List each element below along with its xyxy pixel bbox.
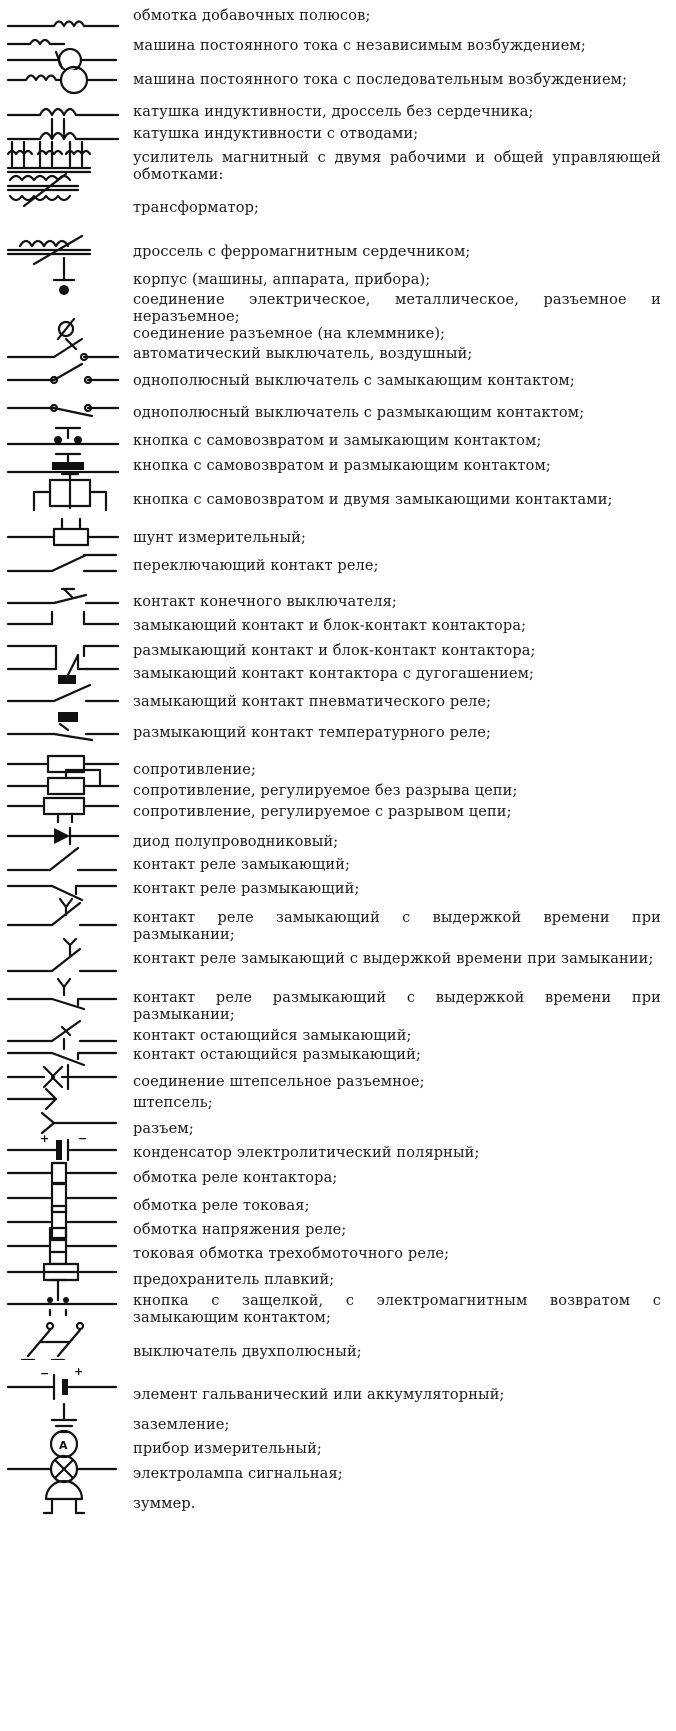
legend-text: трансформатор; (133, 200, 260, 216)
legend-text: прибор измерительный; (133, 1441, 322, 1457)
legend-text: шунт измерительный; (133, 530, 306, 546)
legend-text: замыкающий контакт пневматического реле; (133, 694, 492, 710)
legend-text: кнопка с самовозвратом и замыкающим контактом; (133, 433, 542, 449)
legend-text: контакт реле размыкающий; (133, 881, 360, 897)
legend-text: контакт остающийся размыкающий; (133, 1047, 421, 1063)
galvanic-cell-icon (4, 1363, 122, 1403)
relay-no-delay-closing-icon (4, 937, 122, 977)
legend-text: разъем; (133, 1121, 194, 1137)
legend-text: выключатель двухполюсный; (133, 1344, 362, 1360)
legend-text: предохранитель плавкий; (133, 1272, 335, 1288)
legend-text: сопротивление, регулируемое без разрыва цепи; (133, 783, 518, 799)
connection-dot-icon (4, 272, 122, 312)
legend-text: контакт реле замыкающий; (133, 857, 351, 873)
legend-text: кнопка с самовозвратом и двумя замыкающими контактами; (133, 492, 613, 508)
legend-text: переключающий контакт реле; (133, 558, 379, 574)
legend-text: корпус (машины, аппарата, прибора); (133, 272, 431, 288)
relay-no-delay-opening-icon (4, 893, 122, 933)
legend-text: обмотка реле токовая; (133, 1198, 310, 1214)
legend-text: замыкающий контакт контактора с дугогашением; (133, 666, 535, 682)
relay-nc-delay-opening-icon (4, 973, 122, 1013)
legend-text: соединение штепсельное разъемное; (133, 1074, 425, 1090)
legend-text: электролампа сигнальная; (133, 1466, 343, 1482)
legend-text: контакт конечного выключателя; (133, 594, 397, 610)
legend-text: контакт остающийся замыкающий; (133, 1028, 412, 1044)
latching-button-icon (4, 1276, 122, 1316)
legend-text: заземление; (133, 1417, 230, 1433)
legend-text: однополюсный выключатель с замыкающим контактом; (133, 373, 575, 389)
legend-text: зуммер. (133, 1496, 196, 1512)
svg-text:−: − (40, 1367, 50, 1380)
legend-text: машина постоянного тока с последовательным возбуждением; (133, 72, 628, 88)
legend-text: размыкающий контакт и блок-контакт контактора; (133, 643, 536, 659)
legend-text: обмотка реле контактора; (133, 1170, 338, 1186)
legend-text: однополюсный выключатель с размыкающим контактом; (133, 405, 585, 421)
pneumatic-relay-contact-icon (4, 671, 122, 711)
legend-text: сопротивление, регулируемое с разрывом цепи; (133, 804, 512, 820)
legend-text: обмотка добавочных полюсов; (133, 8, 371, 24)
legend-text: элемент гальванический или аккумуляторный; (133, 1387, 505, 1403)
legend-text: конденсатор электролитический полярный; (133, 1145, 480, 1161)
legend-text: штепсель; (133, 1095, 213, 1111)
legend-text: токовая обмотка трехобмоточного реле; (133, 1246, 450, 1262)
meter-letter: A (59, 1439, 68, 1452)
legend-text: автоматический выключатель, воздушный; (133, 346, 473, 362)
legend-text: обмотка напряжения реле; (133, 1222, 347, 1238)
legend-text: кнопка с защелкой, с электромагнитным возвратом с замыкающим контактом; (133, 1293, 661, 1326)
pushbutton-double-no-icon (4, 472, 122, 512)
magnetic-amplifier-icon (4, 136, 122, 176)
double-pole-switch-icon (4, 1320, 122, 1360)
legend-text: кнопка с самовозвратом и размыкающим контактом; (133, 458, 551, 474)
legend-text: соединение разъемное (на клеммнике); (133, 326, 446, 342)
legend-text: усилитель магнитный с двумя рабочими и общей управляющей обмотками: (133, 150, 661, 183)
legend-text: замыкающий контакт и блок-контакт контактора; (133, 618, 527, 634)
legend-text: сопротивление; (133, 762, 257, 778)
thermal-relay-contact-icon (4, 706, 122, 746)
legend-text: контакт реле замыкающий с выдержкой времени при замыкании; (133, 951, 654, 967)
legend-text: диод полупроводниковый; (133, 834, 339, 850)
svg-text:−: − (78, 1132, 88, 1145)
buzzer-icon (4, 1479, 122, 1519)
legend-text: соединение электрическое, металлическое, разъемное и неразъемное; (133, 292, 661, 325)
legend-text: контакт реле замыкающий с выдержкой времени при размыкании; (133, 910, 661, 943)
legend-text: контакт реле размыкающий с выдержкой времени при размыкании; (133, 990, 661, 1023)
legend-text: катушка индуктивности, дроссель без сердечника; (133, 104, 534, 120)
legend-text: размыкающий контакт температурного реле; (133, 725, 491, 741)
legend-text: дроссель с ферромагнитным сердечником; (133, 244, 471, 260)
legend-text: катушка индуктивности с отводами; (133, 126, 419, 142)
svg-text:+: + (74, 1365, 84, 1378)
transformer-icon (4, 172, 122, 212)
svg-text:+: + (40, 1132, 50, 1145)
legend-text: машина постоянного тока с независимым возбуждением; (133, 38, 586, 54)
